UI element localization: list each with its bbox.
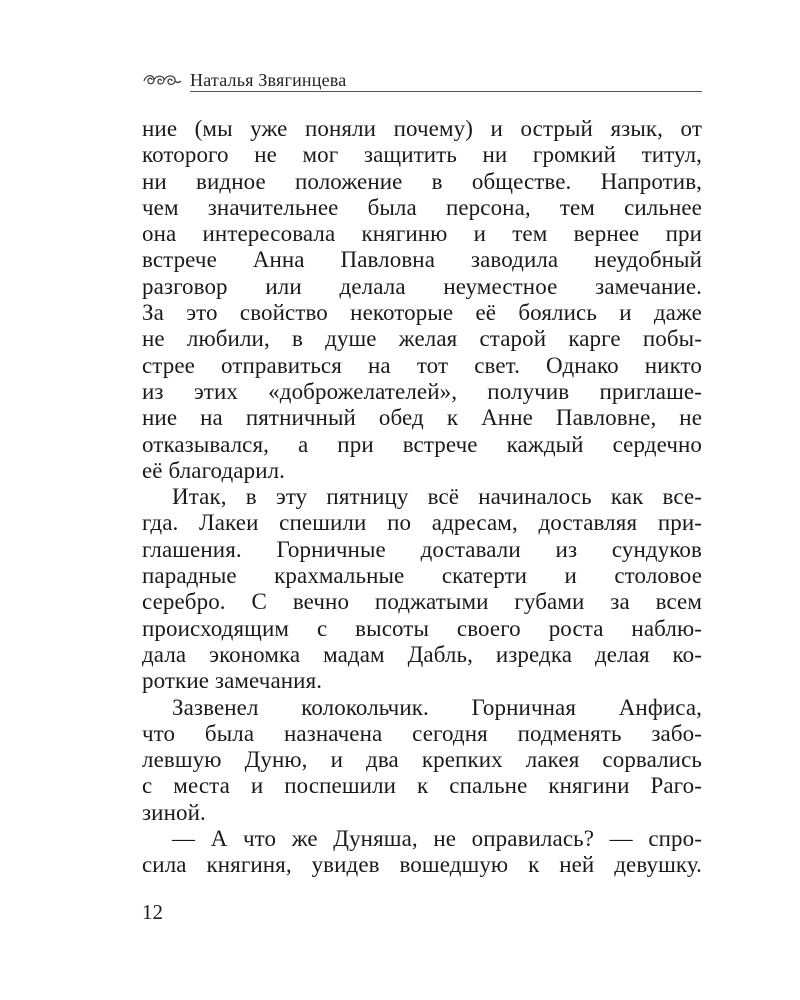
text-line: Зазвенел колокольчик. Горничная Анфиса, <box>172 694 702 720</box>
text-line: серебро. С вечно поджатыми губами за всем <box>142 589 702 615</box>
text-line: ние (мы уже поняли почему) и острый язык, от <box>142 116 702 141</box>
text-line: — А что же Дуняша, не оправилась? — спро- <box>172 826 702 852</box>
swirl-ornament-icon <box>142 71 182 89</box>
text-line: сила княгиня, увидев вошедшую к ней девушку. <box>142 852 702 878</box>
text-line: стрее отправиться на тот свет. Однако никто <box>142 352 702 378</box>
page-body <box>142 116 702 879</box>
text-line: глашения. Горничные доставали из сундуков <box>142 536 702 562</box>
paragraph <box>142 826 702 879</box>
text-line: дала экономка мадам Дабль, изредка делая ко- <box>142 641 702 667</box>
page-number: 12 <box>142 900 163 924</box>
author-name: Наталья Звягинцева <box>190 70 347 90</box>
text-line: За это свойство некоторые её боялись и даже <box>142 300 702 326</box>
text-line: происходящим с высоты своего роста наблю- <box>142 615 702 641</box>
text-line: её благодарил. <box>142 457 286 483</box>
text-line: из этих «доброжелателей», получив приглаше- <box>142 378 702 404</box>
text-line: Итак, в эту пятницу всё начиналось как все- <box>172 484 702 510</box>
text-line: встрече Анна Павловна заводила неудобный <box>142 247 702 273</box>
text-line: не любили, в душе желая старой карге побы- <box>142 326 702 352</box>
text-line: ние на пятничный обед к Анне Павловне, не <box>142 405 702 431</box>
text-line: с места и поспешили к спальне княгини Раго- <box>142 773 702 799</box>
text-line: ни видное положение в обществе. Напротив, <box>142 168 702 194</box>
text-line: гда. Лакеи спешили по адресам, доставляя при- <box>142 510 702 536</box>
text-line: зиной. <box>142 799 206 825</box>
text-line: чем значительнее была персона, тем сильнее <box>142 194 702 220</box>
text-line: отказывался, а при встрече каждый сердечно <box>142 431 702 457</box>
text-line: парадные крахмальные скатерти и столовое <box>142 563 702 589</box>
text-line: разговор или делала неуместное замечание. <box>142 273 702 299</box>
paragraph <box>142 484 702 694</box>
text-line: что была назначена сегодня подменять забо- <box>142 720 702 746</box>
text-line: она интересовала княгиню и тем вернее при <box>142 221 702 247</box>
header-rule <box>190 91 702 92</box>
text-line: роткие замечания. <box>142 668 323 694</box>
running-header <box>142 64 702 94</box>
text-line: которого не мог защитить ни громкий титул, <box>142 142 702 168</box>
paragraph <box>142 116 702 484</box>
paragraph <box>142 695 702 826</box>
text-line: левшую Дуню, и два крепких лакея сорвались <box>142 747 702 773</box>
